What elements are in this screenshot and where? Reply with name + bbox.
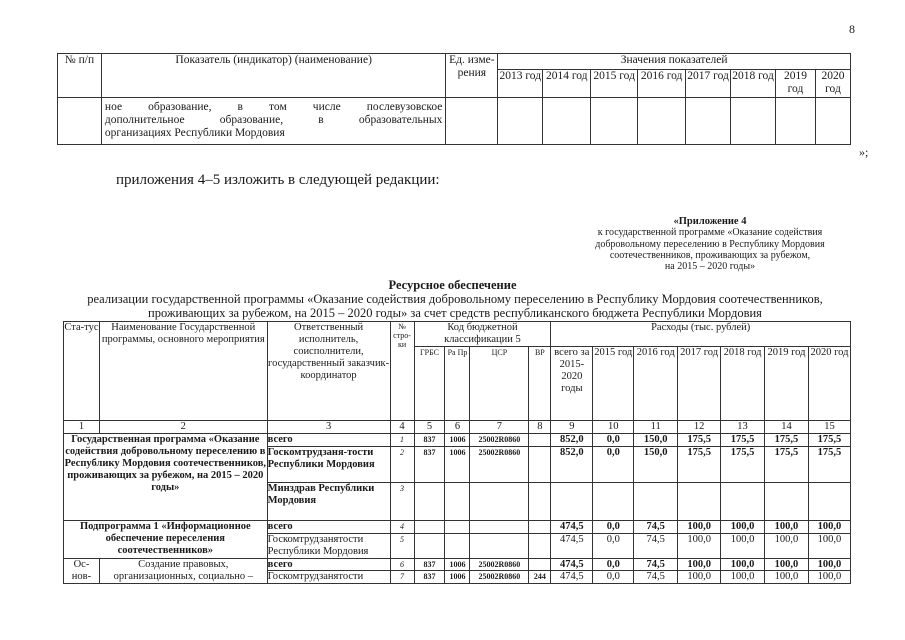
csr-cell: 25002R0860: [470, 447, 529, 483]
col-number: 3: [267, 421, 390, 434]
value-cell: 150,0: [634, 434, 678, 447]
value-cell: [808, 483, 850, 521]
year-header: 2017 год: [678, 347, 721, 421]
year-header: 2020 год: [815, 70, 850, 98]
col-number: 15: [808, 421, 850, 434]
measure-status-cell: Ос-нов-: [64, 559, 100, 584]
value: 0,0: [593, 559, 633, 571]
rzpr-cell: 1006: [445, 434, 470, 447]
value: 0,0: [606, 571, 620, 582]
executor-total: всего: [268, 559, 390, 571]
csr-cell: 25002R0860: [470, 434, 529, 447]
value-cell: 852,0: [551, 434, 593, 447]
csr-value: 25002R0860: [478, 572, 521, 581]
value-cell: [634, 559, 678, 584]
vr-value: 244: [533, 572, 546, 581]
value: 100,0: [687, 571, 711, 582]
row-no-header: № стро-ки: [390, 322, 414, 421]
indicator-line: ное образование, в том числе послевузовское: [104, 101, 443, 113]
csr-cell: [470, 534, 529, 559]
value-cell: 175,5: [721, 447, 765, 483]
executor-cell: всего: [267, 434, 390, 447]
value: 100,0: [721, 559, 764, 571]
vr-cell: [529, 483, 551, 521]
row-no-cell: [390, 559, 414, 584]
vr-cell: [529, 559, 551, 584]
col-number: 6: [445, 421, 470, 434]
executor-name: Госкомтрудзанятости: [267, 571, 364, 582]
year-header: 2013 год: [498, 70, 543, 98]
rzpr-cell: [445, 559, 470, 584]
grbs-cell: [414, 559, 445, 584]
grbs-cell: [414, 521, 445, 534]
value-cell: 175,5: [721, 434, 765, 447]
value-cell: [808, 559, 850, 584]
value-cell: 0,0: [593, 434, 634, 447]
grbs-value: 837: [415, 559, 445, 571]
col-number: 8: [529, 421, 551, 434]
value-cell: [765, 483, 809, 521]
value-cell: 175,5: [678, 434, 721, 447]
value-cell: 175,5: [678, 447, 721, 483]
rzpr-value: 1006: [449, 572, 466, 581]
col-number: 4: [390, 421, 414, 434]
row-no-cell: 2: [390, 447, 414, 483]
budget-code-header: Код бюджетной классификации 5: [414, 322, 551, 347]
resource-title: Ресурсное обеспечение: [388, 278, 517, 292]
resource-table: [63, 321, 851, 584]
grbs-cell: [414, 534, 445, 559]
resource-subtitle-line: реализации государственной программы «Оказание содействия добровольному переселению в Республику Мордовия соотечественников,: [87, 292, 823, 306]
resource-subtitle: [55, 292, 855, 320]
value: 100,0: [730, 571, 755, 582]
page-number: 8: [849, 22, 855, 36]
row-no-cell: 1: [390, 434, 414, 447]
csr-header: ЦСР: [470, 347, 529, 421]
value-cell: [721, 559, 765, 584]
indicator-text-cell: [101, 98, 445, 145]
value-cell: 474,5: [551, 521, 593, 534]
year-header: 2015 год: [591, 70, 638, 98]
executor-cell: Госкомтрудзанятости Республики Мордовия: [267, 534, 390, 559]
value-cell: 100,0: [678, 521, 721, 534]
col-number: 2: [99, 421, 267, 434]
value-cell: 100,0: [765, 534, 809, 559]
appendix-line: соотечественников, проживающих за рубежом,: [609, 249, 811, 261]
appendix-line: добровольному переселению в Республику Мордовия: [595, 238, 825, 250]
year-header: 2019 год: [775, 70, 815, 98]
grbs-cell: 837: [414, 434, 445, 447]
value-cell: 100,0: [721, 521, 765, 534]
value-cell: [678, 483, 721, 521]
col-values-header: Значения показателей: [498, 54, 851, 70]
value-cell: 0,0: [593, 521, 634, 534]
value: 100,0: [817, 571, 842, 582]
value: 474,5: [560, 571, 584, 582]
value-cell: 175,5: [765, 447, 809, 483]
rzpr-header: Ра Пр: [445, 347, 470, 421]
rzpr-cell: 1006: [445, 447, 470, 483]
value: 74,5: [646, 571, 665, 582]
value-cell: 175,5: [808, 447, 850, 483]
vr-cell: [529, 447, 551, 483]
subprogram-name-cell: Подпрограмма 1 «Информационное обеспечение переселения соотечественников»: [64, 521, 268, 559]
col-number: 14: [765, 421, 809, 434]
intro-text: приложения 4–5 изложить в следующей редакции:: [116, 172, 440, 188]
col-unit-header: Ед. изме-рения: [446, 54, 498, 98]
col-number: 11: [634, 421, 678, 434]
col-number: 10: [593, 421, 634, 434]
value: 100,0: [774, 571, 799, 582]
value-cell: 100,0: [808, 534, 850, 559]
appendix-title: «Приложение 4: [673, 216, 747, 227]
total-header: всего за 2015-2020 годы: [551, 347, 593, 421]
value: 100,0: [678, 559, 720, 571]
vr-header: ВР: [529, 347, 551, 421]
year-header: 2018 год: [731, 70, 776, 98]
vr-value: [529, 559, 550, 571]
grbs-cell: 837: [414, 447, 445, 483]
value: 474,5: [551, 559, 592, 571]
year-header: 2020 год: [808, 347, 850, 421]
value-cell: 100,0: [678, 534, 721, 559]
value-cell: 0,0: [593, 447, 634, 483]
executor-cell: Госкомтрудзаня-тости Республики Мордовия: [267, 447, 390, 483]
value-cell: 852,0: [551, 447, 593, 483]
row-number-cell: [58, 98, 102, 145]
value-cell: [543, 98, 591, 145]
executor-cell: [267, 559, 390, 584]
row-no-cell: 5: [390, 534, 414, 559]
row-no: 6: [391, 559, 414, 571]
indicator-table: [57, 53, 851, 145]
csr-cell: [470, 521, 529, 534]
value-cell: [634, 483, 678, 521]
row-no-cell: 4: [390, 521, 414, 534]
name-header: Наименование Государственной программы, основного мероприятия: [99, 322, 267, 421]
value-cell: [591, 98, 638, 145]
year-header: 2018 год: [721, 347, 765, 421]
value-cell: [551, 483, 593, 521]
vr-cell: [529, 434, 551, 447]
value-cell: [678, 559, 721, 584]
value-cell: 175,5: [765, 434, 809, 447]
value: 74,5: [634, 559, 677, 571]
col-indicator-header: Показатель (индикатор) (наименование): [101, 54, 445, 98]
closing-quote-mark: »;: [859, 145, 869, 159]
vr-cell: [529, 521, 551, 534]
value-cell: 0,0: [593, 534, 634, 559]
rzpr-value: 1006: [445, 559, 469, 571]
col-number: 7: [470, 421, 529, 434]
status-header: Ста-тус: [64, 322, 100, 421]
value-cell: 74,5: [634, 521, 678, 534]
value-cell: [551, 559, 593, 584]
col-number-header: № п/п: [58, 54, 102, 98]
measure-name-cell: Создание правовых, организационных, социально –: [99, 559, 267, 584]
rzpr-cell: [445, 521, 470, 534]
col-number: 5: [414, 421, 445, 434]
csr-cell: [470, 559, 529, 584]
value-cell: [446, 98, 498, 145]
rzpr-cell: [445, 483, 470, 521]
rzpr-cell: [445, 534, 470, 559]
row-no-cell: 3: [390, 483, 414, 521]
executor-cell: Минздрав Республики Мордовия: [267, 483, 390, 521]
year-header: 2019 год: [765, 347, 809, 421]
appendix-line: на 2015 – 2020 годы»: [664, 261, 756, 273]
value-cell: 100,0: [765, 521, 809, 534]
value-cell: 474,5: [551, 534, 593, 559]
year-header: 2014 год: [543, 70, 591, 98]
value-cell: [593, 559, 634, 584]
year-header: 2016 год: [638, 70, 686, 98]
grbs-value: 837: [423, 572, 436, 581]
value-cell: [775, 98, 815, 145]
executor-header: Ответственный исполнитель, соисполнители, государственный заказчик-координатор: [267, 322, 390, 421]
value-cell: 100,0: [808, 521, 850, 534]
value-cell: [765, 559, 809, 584]
col-number: 1: [64, 421, 100, 434]
year-header: 2016 год: [634, 347, 678, 421]
year-header: 2017 год: [686, 70, 731, 98]
value-cell: 150,0: [634, 447, 678, 483]
program-name-cell: Государственная программа «Оказание содействия добровольному переселению в Республику Мордовия соотечественников, проживающих за рубежом, на 2015 – 2020 годы»: [64, 434, 268, 521]
vr-cell: [529, 534, 551, 559]
value: 100,0: [809, 559, 850, 571]
col-number: 12: [678, 421, 721, 434]
expenses-header: Расходы (тыс. рублей): [551, 322, 851, 347]
value-cell: [731, 98, 776, 145]
value-cell: 175,5: [808, 434, 850, 447]
col-number: 9: [551, 421, 593, 434]
value-cell: [686, 98, 731, 145]
value-cell: 74,5: [634, 534, 678, 559]
indicator-line: дополнительное образование, в образовательных: [104, 114, 443, 126]
appendix-line: к государственной программе «Оказание содействия: [597, 227, 823, 239]
executor-cell: всего: [267, 521, 390, 534]
csr-cell: [470, 483, 529, 521]
row-no: 7: [400, 572, 405, 581]
value-cell: [593, 483, 634, 521]
col-number: 13: [721, 421, 765, 434]
grbs-header: ГРБС: [414, 347, 445, 421]
value-cell: [721, 483, 765, 521]
value-cell: 100,0: [721, 534, 765, 559]
appendix-header: [558, 216, 862, 272]
value: 100,0: [765, 559, 808, 571]
value-cell: [815, 98, 850, 145]
indicator-line: организациях Республики Мордовия: [104, 127, 285, 139]
year-header: 2015 год: [593, 347, 634, 421]
grbs-cell: [414, 483, 445, 521]
resource-subtitle-line: проживающих за рубежом, на 2015 – 2020 годы» за счет средств республиканского бюджета Республики Мордовия: [148, 306, 762, 320]
value-cell: [498, 98, 543, 145]
csr-value: 25002R0860: [470, 559, 528, 571]
value-cell: [638, 98, 686, 145]
